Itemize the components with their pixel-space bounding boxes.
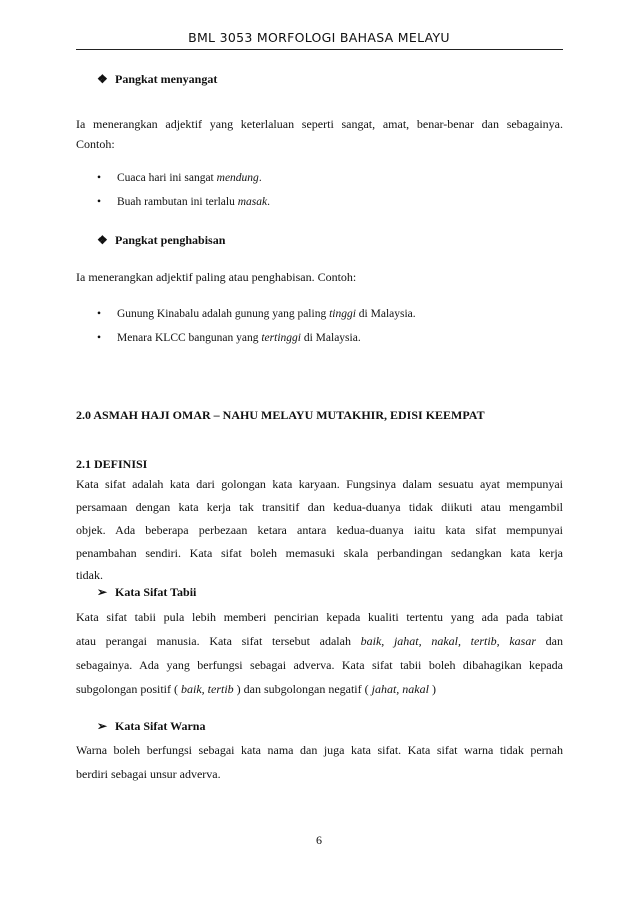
paragraph-line: Ia menerangkan adjektif paling atau penghabisan. Contoh: — [76, 270, 357, 284]
subheading-kata-sifat-tabii: ➢ Kata Sifat Tabii — [97, 585, 197, 599]
bullet-dot-icon: • — [97, 172, 102, 184]
subheading-pangkat-menyangat: ❖ Pangkat menyangat — [97, 72, 218, 86]
paragraph-line: atau perangai manusia. Kata sifat tersebut adalah baik, jahat, nakal, tertib, kasar dan — [76, 634, 564, 648]
arrowhead-bullet-icon: ➢ — [97, 585, 108, 599]
running-header: BML 3053 MORFOLOGI BAHASA MELAYU — [188, 30, 450, 45]
paragraph-line: subgolongan positif ( baik, tertib ) dan subgolongan negatif ( jahat, nakal ) — [76, 682, 436, 696]
diamond-bullet-icon: ❖ — [97, 233, 108, 247]
arrowhead-bullet-icon: ➢ — [97, 719, 108, 733]
list-item: • Buah rambutan ini terlalu masak. — [97, 196, 270, 208]
paragraph-line: Kata sifat tabii pula lebih memberi pencirian kepada kualiti tertentu yang ada pada tabiat — [76, 610, 563, 624]
list-item: • Gunung Kinabalu adalah gunung yang paling tinggi di Malaysia. — [97, 308, 416, 320]
paragraph-line: tidak. — [76, 568, 103, 582]
list-item: • Menara KLCC bangunan yang tertinggi di Malaysia. — [97, 332, 361, 344]
paragraph-line: persamaan dengan kata kerja tak transitif dan kedua-duanya tidak diikuti atau mengambil — [76, 500, 563, 514]
diamond-bullet-icon: ❖ — [97, 72, 108, 86]
bullet-dot-icon: • — [97, 196, 102, 208]
paragraph-line: berdiri sebagai unsur adverva. — [76, 767, 221, 781]
paragraph-line: Contoh: — [76, 137, 115, 151]
list-item: • Cuaca hari ini sangat mendung. — [97, 172, 262, 184]
subheading-pangkat-penghabisan: ❖ Pangkat penghabisan — [97, 233, 226, 247]
paragraph-line: objek. Ada beberapa perbezaan ketara antara kedua-duanya iaitu kata sifat mempunyai — [76, 523, 563, 537]
bullet-dot-icon: • — [97, 332, 102, 344]
paragraph-line: sebagainya. Ada yang berfungsi sebagai adverva. Kata sifat tabii boleh dibahagikan kepada — [76, 658, 563, 672]
paragraph-line: penambahan sendiri. Kata sifat boleh memasuki skala perbandingan sedangkan kata kerja — [76, 546, 563, 560]
header-divider — [76, 49, 563, 50]
paragraph-line: Ia menerangkan adjektif yang keterlaluan seperti sangat, amat, benar-benar dan sebagainya. — [76, 117, 563, 131]
section-heading-definisi: 2.1 DEFINISI — [76, 457, 148, 471]
paragraph-line: Kata sifat adalah kata dari golongan kata karyaan. Fungsinya dalam sesuatu ayat mempunyai — [76, 477, 563, 491]
paragraph-line: Warna boleh berfungsi sebagai kata nama dan juga kata sifat. Kata sifat warna tidak pernah — [76, 743, 563, 757]
page-number: 6 — [316, 833, 322, 847]
subheading-kata-sifat-warna: ➢ Kata Sifat Warna — [97, 719, 206, 733]
chapter-heading: 2.0 ASMAH HAJI OMAR – NAHU MELAYU MUTAKHIR, EDISI KEEMPAT — [76, 408, 485, 422]
bullet-dot-icon: • — [97, 308, 102, 320]
